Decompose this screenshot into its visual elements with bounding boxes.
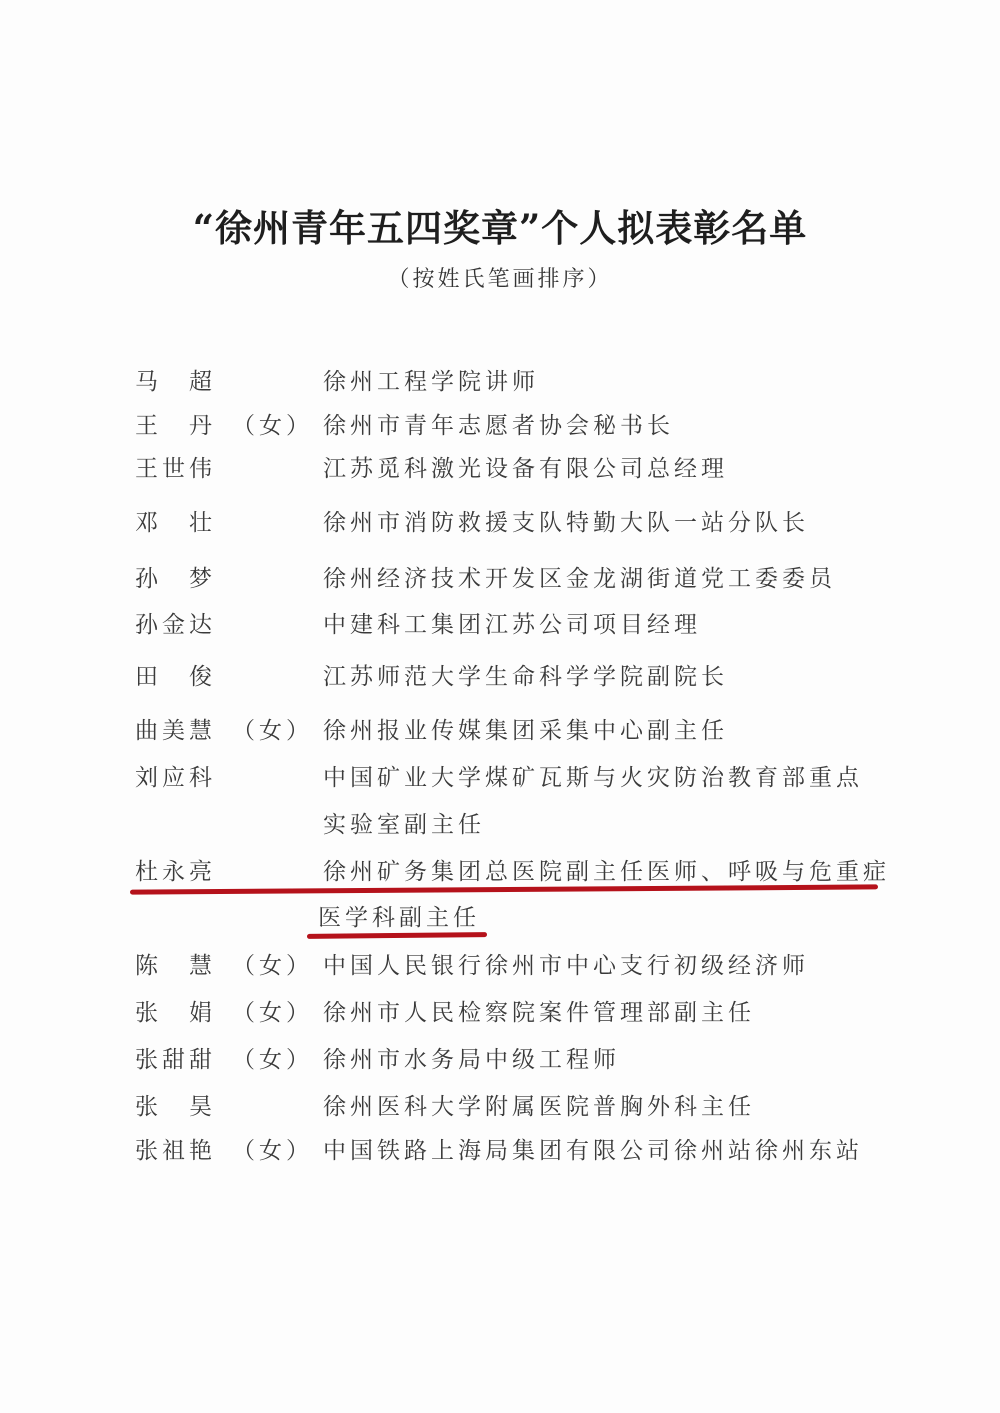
person-name: 张祖艳 [135, 1138, 216, 1164]
person-name: 杜永亮 [135, 859, 216, 885]
person-title: 徐州工程学院讲师 [323, 369, 539, 395]
person-title: 徐州矿务集团总医院副主任医师、呼吸与危重症 [323, 859, 890, 885]
person-name: 陈 慧 [135, 953, 216, 979]
document-subtitle: （按姓氏笔画排序） [387, 267, 613, 292]
person-title: 徐州市人民检察院案件管理部副主任 [323, 1000, 755, 1026]
list-item [0, 559, 1000, 599]
person-title: 徐州市青年志愿者协会秘书长 [323, 413, 674, 439]
person-title: 江苏师范大学生命科学学院副院长 [323, 664, 728, 690]
list-item [0, 711, 1000, 751]
person-title: 徐州医科大学附属医院普胸外科主任 [323, 1094, 755, 1120]
person-gender: （女） [232, 1138, 313, 1164]
list-item [0, 406, 1000, 446]
list-item-continuation [0, 898, 1000, 938]
list-item [0, 946, 1000, 986]
list-item [0, 1131, 1000, 1171]
person-title: 徐州市消防救援支队特勤大队一站分队长 [323, 510, 809, 536]
person-name: 曲美慧 [135, 718, 216, 744]
person-title: 中建科工集团江苏公司项目经理 [323, 612, 701, 638]
person-title-line2: 医学科副主任 [318, 905, 480, 931]
person-gender: （女） [232, 413, 313, 439]
person-name: 孙 梦 [135, 566, 216, 592]
list-item [0, 758, 1000, 798]
person-title: 江苏觅科激光设备有限公司总经理 [323, 456, 728, 482]
person-gender: （女） [232, 953, 313, 979]
list-item [0, 503, 1000, 543]
person-name: 邓 壮 [135, 510, 216, 536]
person-name: 张甜甜 [135, 1047, 216, 1073]
person-name: 王世伟 [135, 456, 216, 482]
person-name: 张 昊 [135, 1094, 216, 1120]
person-title: 中国矿业大学煤矿瓦斯与火灾防治教育部重点 [323, 765, 863, 791]
person-name: 刘应科 [135, 765, 216, 791]
list-item [0, 993, 1000, 1033]
person-gender: （女） [232, 1000, 313, 1026]
person-title: 中国铁路上海局集团有限公司徐州站徐州东站 [323, 1138, 863, 1164]
person-gender: （女） [232, 718, 313, 744]
person-name: 马 超 [135, 369, 216, 395]
person-name: 田 俊 [135, 664, 216, 690]
list-item [0, 605, 1000, 645]
list-item-continuation [0, 805, 1000, 845]
person-title-line2: 实验室副主任 [323, 812, 485, 838]
person-name: 王 丹 [135, 413, 216, 439]
person-title: 徐州市水务局中级工程师 [323, 1047, 620, 1073]
list-item [0, 449, 1000, 489]
document-title: “徐州青年五四奖章”个人拟表彰名单 [192, 206, 808, 250]
person-name: 张 娟 [135, 1000, 216, 1026]
list-item [0, 1087, 1000, 1127]
person-gender: （女） [232, 1047, 313, 1073]
list-item [0, 657, 1000, 697]
person-name: 孙金达 [135, 612, 216, 638]
person-title: 徐州报业传媒集团采集中心副主任 [323, 718, 728, 744]
person-title: 徐州经济技术开发区金龙湖街道党工委委员 [323, 566, 836, 592]
list-item [0, 362, 1000, 402]
person-title: 中国人民银行徐州市中心支行初级经济师 [323, 953, 809, 979]
list-item [0, 1040, 1000, 1080]
